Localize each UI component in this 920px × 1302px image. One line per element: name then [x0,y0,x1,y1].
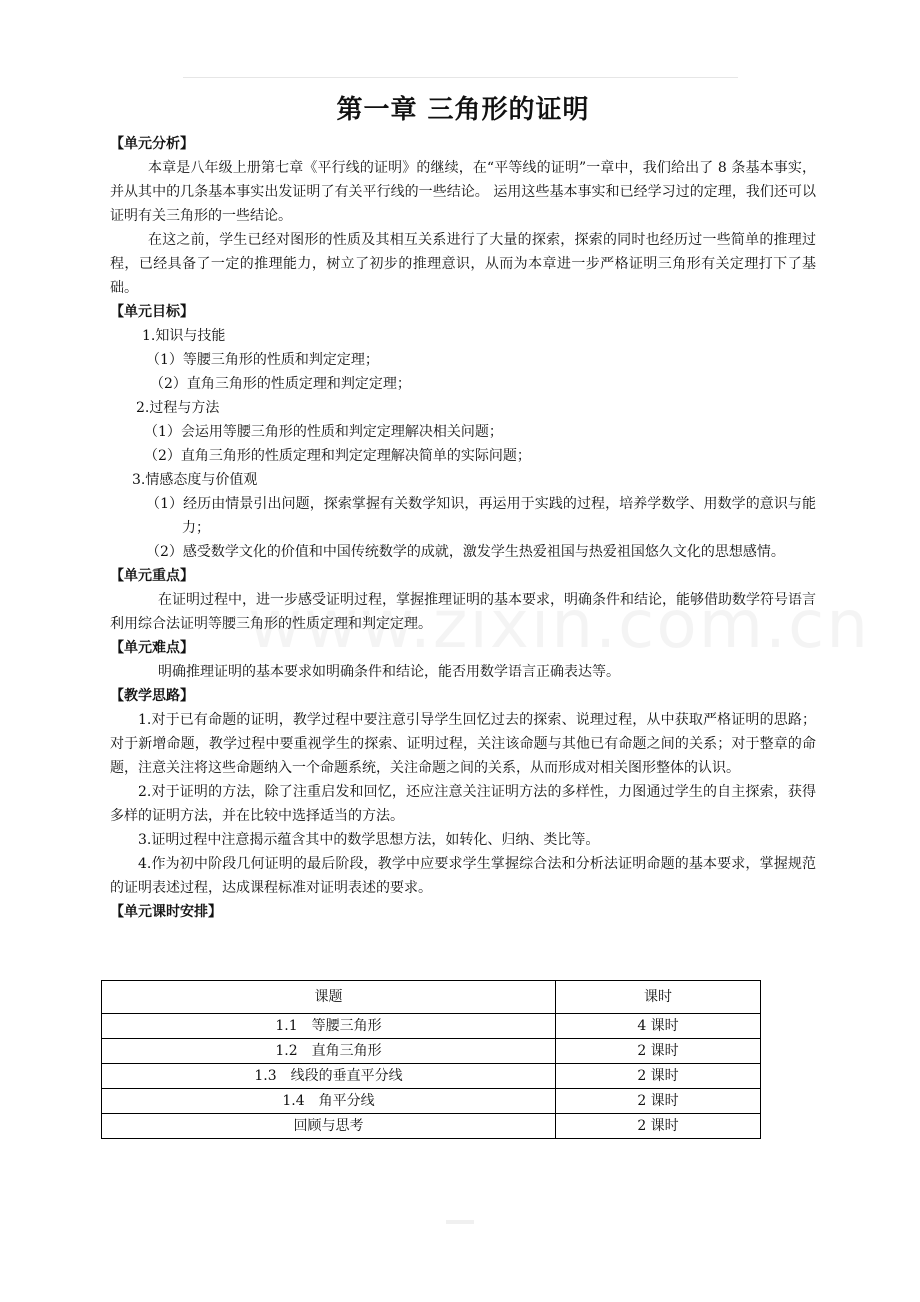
table-cell-topic: 1.3 线段的垂直平分线 [102,1064,556,1089]
analysis-paragraph-1: 本章是八年级上册第七章《平行线的证明》的继续，在“平等线的证明”一章中，我们给出了 8 条基本事实，并从其中的几条基本事实出发证明了有关平行线的一些结论。 运用这些基本事实和已经学习过的定理，我们还可以证明有关三角形的一些结论。 [110,160,816,224]
goal-attitude-item-2: （2）感受数学文化的价值和中国传统数学的成就，激发学生热爱祖国与热爱祖国悠久文化的思想感情。 [146,544,785,560]
goal-knowledge-item-1: （1）等腰三角形的性质和判定定理； [146,352,379,368]
table-row [102,1039,761,1064]
table-cell-topic: 1.1 等腰三角形 [102,1014,556,1039]
section-heading-difficulty: 【单元难点】 [110,640,194,656]
analysis-paragraph-2: 在这之前，学生已经对图形的性质及其相互关系进行了大量的探索，探索的同时也经历过一些简单的推理过程，已经具备了一定的推理能力，树立了初步的推理意识，从而为本章进一步严格证明三角形有关定理打下了基础。 [110,232,816,296]
approach-item-3: 3.证明过程中注意揭示蕴含其中的数学思想方法，如转化、归纳、类比等。 [138,832,600,848]
goal-knowledge-item-2: （2）直角三角形的性质定理和判定定理； [150,376,411,392]
table-cell-topic: 1.2 直角三角形 [102,1039,556,1064]
goal-process-item-2: （2）直角三角形的性质定理和判定定理解决简单的实际问题； [144,448,531,464]
table-cell-hours: 2 课时 [556,1089,761,1114]
column-header-topic: 课题 [102,981,556,1014]
section-heading-goals: 【单元目标】 [110,304,194,320]
table-cell-hours: 2 课时 [556,1039,761,1064]
table-row [102,1114,761,1139]
table-row [102,1089,761,1114]
document-page [110,88,816,1134]
table-header-row [102,981,761,1014]
approach-item-4: 4.作为初中阶段几何证明的最后阶段，教学中应要求学生掌握综合法和分析法证明命题的基本要求，掌握规范的证明表述过程，达成课程标准对证明表述的要求。 [110,856,816,896]
approach-item-2: 2.对于证明的方法，除了注重启发和回忆，还应注意关注证明方法的多样性，力图通过学生的自主探索，获得多样的证明方法，并在比较中选择适当的方法。 [110,784,816,824]
schedule-table [101,980,761,1139]
table-row [102,1064,761,1089]
table-cell-topic: 1.4 角平分线 [102,1089,556,1114]
goal-attitude: 3.情感态度与价值观 [132,472,258,488]
table-row [102,1014,761,1039]
footer-mark [446,1220,474,1224]
table-cell-hours: 4 课时 [556,1014,761,1039]
section-heading-analysis: 【单元分析】 [110,136,194,152]
goal-knowledge: 1.知识与技能 [142,328,226,344]
table-cell-hours: 2 课时 [556,1064,761,1089]
table-cell-topic: 回顾与思考 [102,1114,556,1139]
goal-attitude-item-1: （1）经历由情景引出问题，探索掌握有关数学知识，再运用于实践的过程，培养学数学、用数学的意识与能力； [146,496,816,536]
section-heading-schedule: 【单元课时安排】 [110,904,222,920]
page-title: 第一章 三角形的证明 [336,95,590,125]
table-cell-hours: 2 课时 [556,1114,761,1139]
difficulty-paragraph: 明确推理证明的基本要求如明确条件和结论，能否用数学语言正确表达等。 [158,664,620,680]
section-heading-approach: 【教学思路】 [110,688,194,704]
approach-item-1: 1.对于已有命题的证明，教学过程中要注意引导学生回忆过去的探索、说理过程，从中获取严格证明的思路；对于新增命题，教学过程中要重视学生的探索、证明过程，关注该命题与其他已有命题之间的关系；对于整章的命题，注意关注将这些命题纳入一个命题系统，关注命题之间的关系，从而形成对相关图形整体的认识。 [110,712,816,776]
column-header-hours: 课时 [556,981,761,1014]
goal-process: 2.过程与方法 [136,400,220,416]
section-heading-key: 【单元重点】 [110,568,194,584]
goal-process-item-1: （1）会运用等腰三角形的性质和判定定理解决相关问题； [144,424,503,440]
header-rule [183,77,738,78]
key-paragraph: 在证明过程中，进一步感受证明过程，掌握推理证明的基本要求，明确条件和结论，能够借助数学符号语言利用综合法证明等腰三角形的性质定理和判定定理。 [110,592,816,632]
